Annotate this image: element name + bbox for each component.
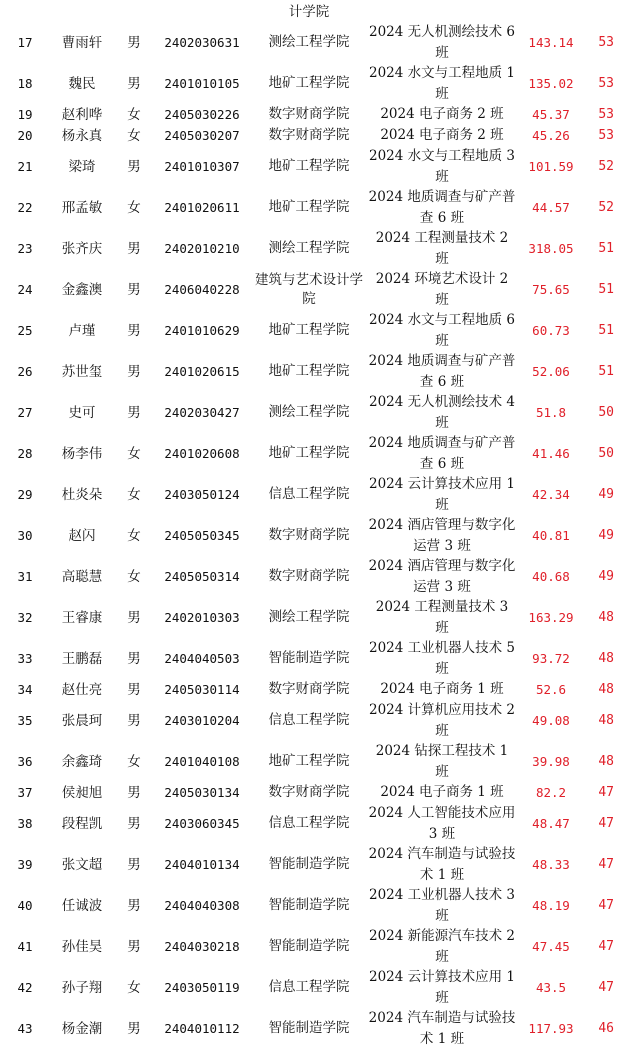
table-row <box>0 351 624 392</box>
student-id-cell: 2401020615 <box>164 363 240 379</box>
rank-cell: 51 <box>598 281 614 297</box>
row-number-cell: 18 <box>17 75 33 91</box>
row-number-cell: 26 <box>17 363 33 379</box>
table-row <box>0 1008 624 1049</box>
row-number-cell: 31 <box>17 568 33 584</box>
score-cell: 143.14 <box>528 34 574 50</box>
student-name-cell: 史可 <box>68 404 96 421</box>
rank-cell: 51 <box>598 363 614 379</box>
student-name-cell: 卢瑾 <box>68 322 96 339</box>
row-number-cell: 20 <box>17 127 33 143</box>
table-row <box>0 638 624 679</box>
rank-cell: 47 <box>598 856 614 872</box>
gender-cell: 男 <box>127 363 141 380</box>
class-name-cell: 2024 水文与工程地质 6 班 <box>368 312 516 349</box>
table-row <box>0 228 624 269</box>
student-id-cell: 2401020611 <box>164 199 240 215</box>
college-cell: 数字财商学院 <box>268 127 350 143</box>
table-row <box>0 679 624 700</box>
class-name-cell: 2024 地质调查与矿产普查 6 班 <box>368 189 516 226</box>
student-name-cell: 王鹏磊 <box>61 650 103 667</box>
rank-cell: 48 <box>598 681 614 697</box>
student-id-cell: 2403060345 <box>164 815 240 831</box>
gender-cell: 男 <box>127 281 141 298</box>
student-name-cell: 孙佳昊 <box>61 938 103 955</box>
row-number-cell: 24 <box>17 281 33 297</box>
table-row <box>0 269 624 310</box>
student-id-cell: 2403050124 <box>164 486 240 502</box>
student-id-cell: 2401010629 <box>164 322 240 338</box>
row-number-cell: 17 <box>17 34 33 50</box>
student-name-cell: 魏民 <box>68 75 96 92</box>
class-name-cell: 2024 新能源汽车技术 2 班 <box>368 928 516 965</box>
score-cell: 48.19 <box>532 897 570 913</box>
college-cell: 数字财商学院 <box>268 784 350 800</box>
class-name-cell: 2024 工业机器人技术 3 班 <box>368 887 516 924</box>
student-id-cell: 2404040308 <box>164 897 240 913</box>
gender-cell: 女 <box>127 486 141 503</box>
table-row <box>0 392 624 433</box>
row-number-cell: 39 <box>17 856 33 872</box>
class-name-cell: 2024 酒店管理与数字化运营 3 班 <box>368 558 516 595</box>
student-id-cell: 2401010105 <box>164 75 240 91</box>
score-cell: 101.59 <box>528 158 574 174</box>
student-name-cell: 任诚波 <box>61 897 103 914</box>
student-id-cell: 2403050119 <box>164 979 240 995</box>
rank-cell: 53 <box>598 75 614 91</box>
row-number-cell: 30 <box>17 527 33 543</box>
student-id-cell: 2401010307 <box>164 158 240 174</box>
student-name-cell: 杨永真 <box>61 127 103 144</box>
rank-cell: 50 <box>598 445 614 461</box>
student-name-cell: 余鑫琦 <box>61 753 103 770</box>
student-id-cell: 2401020608 <box>164 445 240 461</box>
row-number-cell: 34 <box>17 681 33 697</box>
row-number-cell: 40 <box>17 897 33 913</box>
score-cell: 45.26 <box>532 127 570 143</box>
class-name-cell: 2024 无人机测绘技术 6 班 <box>368 24 516 61</box>
student-name-cell: 张晨珂 <box>61 712 103 729</box>
gender-cell: 女 <box>127 106 141 123</box>
student-id-cell: 2405030114 <box>164 681 240 697</box>
table-row <box>0 187 624 228</box>
row-number-cell: 21 <box>17 158 33 174</box>
gender-cell: 男 <box>127 609 141 626</box>
score-cell: 93.72 <box>532 650 570 666</box>
college-cell: 信息工程学院 <box>268 486 350 502</box>
student-name-cell: 赵仕亮 <box>61 681 103 698</box>
table-row <box>0 556 624 597</box>
college-continuation: 计学院 <box>288 4 330 20</box>
student-id-cell: 2405050345 <box>164 527 240 543</box>
student-name-cell: 杜炎朵 <box>61 486 103 503</box>
row-number-cell: 37 <box>17 784 33 800</box>
student-name-cell: 杨李伟 <box>61 445 103 462</box>
score-cell: 48.33 <box>532 856 570 872</box>
student-name-cell: 段程凯 <box>61 815 103 832</box>
student-id-cell: 2402030427 <box>164 404 240 420</box>
college-cell: 测绘工程学院 <box>268 609 350 625</box>
college-cell: 数字财商学院 <box>268 106 350 122</box>
rank-cell: 48 <box>598 609 614 625</box>
row-number-cell: 22 <box>17 199 33 215</box>
row-number-cell: 27 <box>17 404 33 420</box>
student-name-cell: 梁琦 <box>68 158 96 175</box>
row-number-cell: 19 <box>17 106 33 122</box>
gender-cell: 男 <box>127 784 141 801</box>
college-cell: 数字财商学院 <box>268 568 350 584</box>
gender-cell: 男 <box>127 712 141 729</box>
college-cell: 测绘工程学院 <box>268 34 350 50</box>
rank-cell: 51 <box>598 240 614 256</box>
table-body <box>0 22 624 1049</box>
college-cell: 地矿工程学院 <box>268 753 350 769</box>
row-number-cell: 33 <box>17 650 33 666</box>
college-cell: 智能制造学院 <box>268 1020 350 1036</box>
rank-cell: 53 <box>598 34 614 50</box>
gender-cell: 男 <box>127 34 141 51</box>
table-row <box>0 597 624 638</box>
student-id-cell: 2406040228 <box>164 281 240 297</box>
score-cell: 39.98 <box>532 753 570 769</box>
row-number-cell: 42 <box>17 979 33 995</box>
college-cell: 信息工程学院 <box>268 712 350 728</box>
class-name-cell: 2024 人工智能技术应用 3 班 <box>368 805 516 842</box>
gender-cell: 女 <box>127 979 141 996</box>
table-row <box>0 63 624 104</box>
rank-cell: 48 <box>598 650 614 666</box>
score-cell: 48.47 <box>532 815 570 831</box>
rank-cell: 48 <box>598 712 614 728</box>
rank-cell: 47 <box>598 897 614 913</box>
student-id-cell: 2404040503 <box>164 650 240 666</box>
row-number-cell: 43 <box>17 1020 33 1036</box>
gender-cell: 男 <box>127 897 141 914</box>
class-name-cell: 2024 无人机测绘技术 4 班 <box>368 394 516 431</box>
gender-cell: 女 <box>127 199 141 216</box>
table-row <box>0 782 624 803</box>
score-cell: 318.05 <box>528 240 574 256</box>
class-name-cell: 2024 电子商务 1 班 <box>380 681 504 698</box>
college-cell: 地矿工程学院 <box>268 158 350 174</box>
student-id-cell: 2404010134 <box>164 856 240 872</box>
row-number-cell: 23 <box>17 240 33 256</box>
class-name-cell: 2024 云计算技术应用 1 班 <box>368 969 516 1006</box>
college-cell: 地矿工程学院 <box>268 75 350 91</box>
rank-cell: 47 <box>598 815 614 831</box>
student-id-cell: 2402030631 <box>164 34 240 50</box>
student-name-cell: 曹雨轩 <box>61 34 103 51</box>
table-row <box>0 310 624 351</box>
class-name-cell: 2024 云计算技术应用 1 班 <box>368 476 516 513</box>
gender-cell: 女 <box>127 127 141 144</box>
rank-cell: 47 <box>598 784 614 800</box>
student-name-cell: 孙子翔 <box>61 979 103 996</box>
student-name-cell: 苏世玺 <box>61 363 103 380</box>
gender-cell: 男 <box>127 681 141 698</box>
class-name-cell: 2024 地质调查与矿产普查 6 班 <box>368 353 516 390</box>
row-number-cell: 36 <box>17 753 33 769</box>
score-cell: 40.68 <box>532 568 570 584</box>
student-name-cell: 杨金潮 <box>61 1020 103 1037</box>
class-name-cell: 2024 工程测量技术 2 班 <box>375 230 509 267</box>
row-number-cell: 38 <box>17 815 33 831</box>
gender-cell: 女 <box>127 753 141 770</box>
rank-cell: 47 <box>598 979 614 995</box>
table-row <box>0 885 624 926</box>
score-cell: 60.73 <box>532 322 570 338</box>
score-cell: 45.37 <box>532 106 570 122</box>
student-id-cell: 2401040108 <box>164 753 240 769</box>
student-name-cell: 赵利哗 <box>61 106 103 123</box>
class-name-cell: 2024 工程测量技术 3 班 <box>375 599 509 636</box>
gender-cell: 女 <box>127 445 141 462</box>
score-cell: 117.93 <box>528 1020 574 1036</box>
table-row <box>0 22 624 63</box>
score-cell: 82.2 <box>535 784 567 800</box>
rank-cell: 50 <box>598 404 614 420</box>
rank-cell: 49 <box>598 527 614 543</box>
score-cell: 49.08 <box>532 712 570 728</box>
rank-cell: 49 <box>598 486 614 502</box>
class-name-cell: 2024 地质调查与矿产普查 6 班 <box>368 435 516 472</box>
score-cell: 43.5 <box>535 979 567 995</box>
score-cell: 75.65 <box>532 281 570 297</box>
ranking-table <box>0 22 624 1049</box>
gender-cell: 男 <box>127 322 141 339</box>
student-name-cell: 侯昶旭 <box>61 784 103 801</box>
row-number-cell: 41 <box>17 938 33 954</box>
gender-cell: 女 <box>127 568 141 585</box>
gender-cell: 男 <box>127 856 141 873</box>
gender-cell: 女 <box>127 527 141 544</box>
rank-cell: 52 <box>598 199 614 215</box>
row-number-cell: 28 <box>17 445 33 461</box>
rank-cell: 53 <box>598 106 614 122</box>
college-cell: 数字财商学院 <box>268 527 350 543</box>
student-name-cell: 张文超 <box>61 856 103 873</box>
class-name-cell: 2024 酒店管理与数字化运营 3 班 <box>368 517 516 554</box>
table-row <box>0 803 624 844</box>
rank-cell: 53 <box>598 127 614 143</box>
college-cell: 地矿工程学院 <box>268 199 350 215</box>
table-row <box>0 926 624 967</box>
gender-cell: 男 <box>127 650 141 667</box>
student-id-cell: 2404010112 <box>164 1020 240 1036</box>
table-row <box>0 844 624 885</box>
table-row <box>0 700 624 741</box>
student-id-cell: 2405030134 <box>164 784 240 800</box>
row-number-cell: 29 <box>17 486 33 502</box>
rank-cell: 47 <box>598 938 614 954</box>
class-name-cell: 2024 环境艺术设计 2 班 <box>375 271 509 308</box>
gender-cell: 男 <box>127 815 141 832</box>
table-row <box>0 474 624 515</box>
gender-cell: 男 <box>127 240 141 257</box>
college-cell: 地矿工程学院 <box>268 363 350 379</box>
score-cell: 52.06 <box>532 363 570 379</box>
gender-cell: 男 <box>127 938 141 955</box>
student-name-cell: 高聪慧 <box>61 568 103 585</box>
college-cell: 测绘工程学院 <box>268 240 350 256</box>
college-cell: 建筑与艺术设计学院 <box>255 271 363 307</box>
college-cell: 信息工程学院 <box>268 815 350 831</box>
student-name-cell: 邢孟敏 <box>61 199 103 216</box>
rank-cell: 48 <box>598 753 614 769</box>
student-name-cell: 王睿康 <box>61 609 103 626</box>
rank-cell: 46 <box>598 1020 614 1036</box>
college-cell: 测绘工程学院 <box>268 404 350 420</box>
college-cell: 智能制造学院 <box>268 938 350 954</box>
score-cell: 40.81 <box>532 527 570 543</box>
table-row <box>0 967 624 1008</box>
class-name-cell: 2024 汽车制造与试验技术 1 班 <box>368 1010 516 1047</box>
row-number-cell: 35 <box>17 712 33 728</box>
student-id-cell: 2404030218 <box>164 938 240 954</box>
score-cell: 44.57 <box>532 199 570 215</box>
student-id-cell: 2405030207 <box>164 127 240 143</box>
college-cell: 地矿工程学院 <box>268 322 350 338</box>
gender-cell: 男 <box>127 158 141 175</box>
rank-cell: 49 <box>598 568 614 584</box>
table-row <box>0 515 624 556</box>
student-name-cell: 金鑫澳 <box>61 281 103 298</box>
rank-cell: 51 <box>598 322 614 338</box>
class-name-cell: 2024 计算机应用技术 2 班 <box>368 702 516 739</box>
gender-cell: 男 <box>127 404 141 421</box>
class-name-cell: 2024 汽车制造与试验技术 1 班 <box>368 846 516 883</box>
student-id-cell: 2405030226 <box>164 106 240 122</box>
student-id-cell: 2405050314 <box>164 568 240 584</box>
score-cell: 47.45 <box>532 938 570 954</box>
student-id-cell: 2402010210 <box>164 240 240 256</box>
row-number-cell: 25 <box>17 322 33 338</box>
score-cell: 41.46 <box>532 445 570 461</box>
score-cell: 135.02 <box>528 75 574 91</box>
class-name-cell: 2024 钻探工程技术 1 班 <box>375 743 509 780</box>
table-row <box>0 741 624 782</box>
gender-cell: 男 <box>127 1020 141 1037</box>
class-name-cell: 2024 工业机器人技术 5 班 <box>368 640 516 677</box>
score-cell: 163.29 <box>528 609 574 625</box>
class-name-cell: 2024 电子商务 2 班 <box>380 106 504 123</box>
score-cell: 52.6 <box>535 681 567 697</box>
student-name-cell: 赵闪 <box>68 527 96 544</box>
table-row <box>0 146 624 187</box>
college-cell: 数字财商学院 <box>268 681 350 697</box>
row-number-cell: 32 <box>17 609 33 625</box>
table-row <box>0 433 624 474</box>
college-cell: 地矿工程学院 <box>268 445 350 461</box>
class-name-cell: 2024 水文与工程地质 3 班 <box>368 148 516 185</box>
student-id-cell: 2403010204 <box>164 712 240 728</box>
student-name-cell: 张齐庆 <box>61 240 103 257</box>
score-cell: 51.8 <box>535 404 567 420</box>
table-row <box>0 104 624 125</box>
gender-cell: 男 <box>127 75 141 92</box>
rank-cell: 52 <box>598 158 614 174</box>
class-name-cell: 2024 电子商务 1 班 <box>380 784 504 801</box>
college-cell: 信息工程学院 <box>268 979 350 995</box>
class-name-cell: 2024 水文与工程地质 1 班 <box>368 65 516 102</box>
college-cell: 智能制造学院 <box>268 856 350 872</box>
table-row <box>0 125 624 146</box>
student-id-cell: 2402010303 <box>164 609 240 625</box>
score-cell: 42.34 <box>532 486 570 502</box>
class-name-cell: 2024 电子商务 2 班 <box>380 127 504 144</box>
college-cell: 智能制造学院 <box>268 897 350 913</box>
college-cell: 智能制造学院 <box>268 650 350 666</box>
